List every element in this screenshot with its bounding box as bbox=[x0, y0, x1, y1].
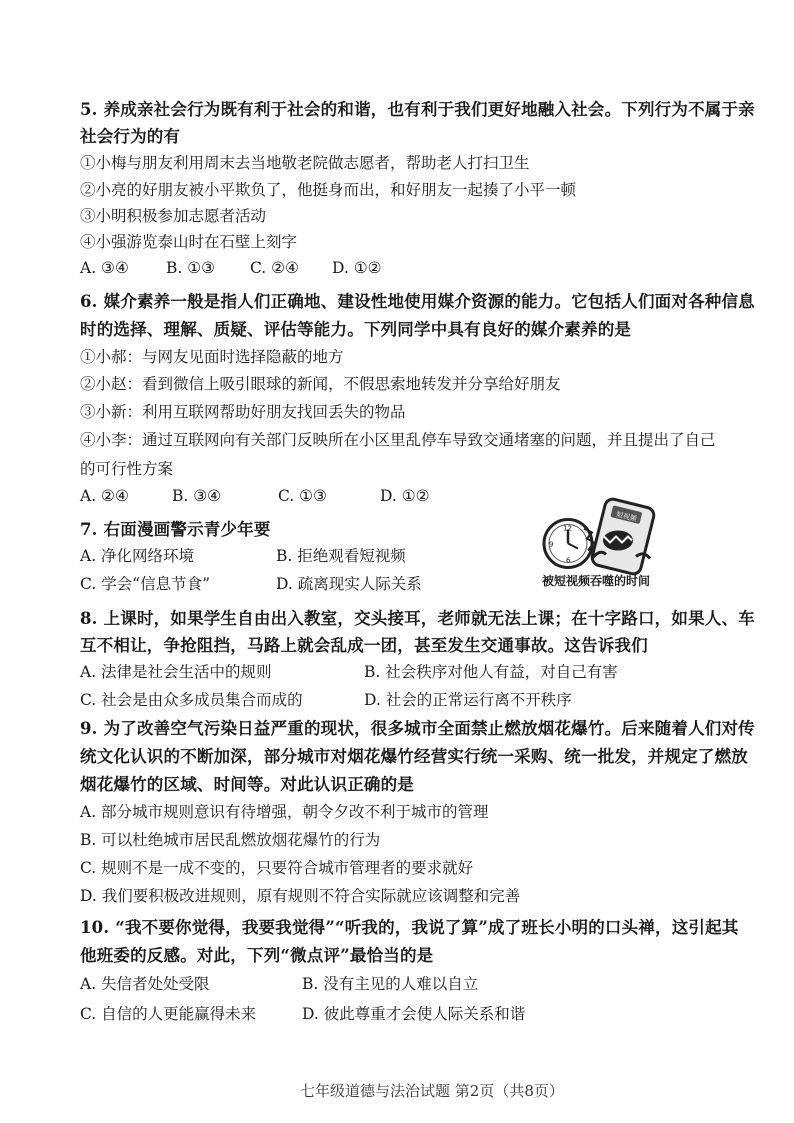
q5-item-4: ④小强游览泰山时在石壁上刻字 bbox=[80, 233, 298, 251]
q5-item-3: ③小明积极参加志愿者活动 bbox=[80, 207, 267, 225]
q9-stem-line-3: 烟花爆竹的区域、时间等。对此认识正确的是 bbox=[80, 775, 414, 794]
q5-item-2: ②小亮的好朋友被小平欺负了，他挺身而出，和好朋友一起揍了小平一顿 bbox=[80, 181, 577, 199]
q5-item-1: ①小梅与朋友利用周末去当地敬老院做志愿者，帮助老人打扫卫生 bbox=[80, 154, 530, 172]
q5-stem-line-1: 5. 养成亲社会行为既有利于社会的和谐，也有利于我们更好地融入社会。下列行为不属于亲 bbox=[80, 100, 755, 119]
q7-option-b[interactable]: B. 拒绝观看短视频 bbox=[276, 547, 406, 565]
q5-option-a[interactable]: A. ③④ bbox=[80, 259, 129, 277]
clock-icon bbox=[544, 520, 594, 568]
cartoon-caption: 被短视频吞噬的时间 bbox=[542, 574, 651, 588]
q6-option-c[interactable]: C. ①③ bbox=[278, 487, 327, 505]
q6-stem-line-2: 时的选择、理解、质疑、评估等能力。下列同学中具有良好的媒介素养的是 bbox=[80, 320, 632, 339]
svg-text:9: 9 bbox=[549, 540, 554, 549]
q10-option-b[interactable]: B. 没有主见的人难以自立 bbox=[302, 975, 479, 993]
q6-option-a[interactable]: A. ②④ bbox=[80, 487, 129, 505]
q6-stem-line-1: 6. 媒介素养一般是指人们正确地、建设性地使用媒介资源的能力。它包括人们面对各种信息 bbox=[80, 292, 755, 311]
q7-stem: 7. 右面漫画警示青少年要 bbox=[80, 520, 271, 539]
q9-stem-line-2: 统文化认识的不断加深，部分城市对烟花爆竹经营实行统一采购、统一批发，并规定了燃放 bbox=[80, 747, 748, 766]
q10-option-a[interactable]: A. 失信者处处受限 bbox=[80, 975, 210, 993]
q5-option-b[interactable]: B. ①③ bbox=[166, 259, 216, 277]
q6-item-1: ①小郝：与网友见面时选择隐蔽的地方 bbox=[80, 348, 344, 366]
svg-text:短视频: 短视频 bbox=[615, 510, 638, 524]
phone-monster-icon bbox=[591, 497, 656, 575]
svg-text:6: 6 bbox=[566, 556, 571, 565]
q6-item-4-cont: 的可行性方案 bbox=[80, 460, 174, 478]
q8-option-c[interactable]: C. 社会是由众多成员集合而成的 bbox=[80, 691, 303, 709]
q9-option-c[interactable]: C. 规则不是一成不变的，只要符合城市管理者的要求就好 bbox=[80, 859, 474, 877]
q9-option-d[interactable]: D. 我们要积极改进规则，原有规则不符合实际就应该调整和完善 bbox=[80, 887, 521, 905]
q7-option-d[interactable]: D. 疏离现实人际关系 bbox=[276, 575, 422, 593]
q10-option-c[interactable]: C. 自信的人更能赢得未来 bbox=[80, 1005, 257, 1023]
q8-option-b[interactable]: B. 社会秩序对他人有益，对自己有害 bbox=[364, 663, 618, 681]
q6-option-b[interactable]: B. ③④ bbox=[172, 487, 222, 505]
q5-option-c[interactable]: C. ②④ bbox=[250, 259, 299, 277]
svg-text:12: 12 bbox=[563, 524, 572, 533]
q6-option-d[interactable]: D. ①② bbox=[380, 487, 430, 505]
q10-stem-line-2: 他班委的反感。对此，下列“微点评”最恰当的是 bbox=[80, 946, 434, 965]
q5-option-d[interactable]: D. ①② bbox=[332, 259, 382, 277]
q6-item-2: ②小赵：看到微信上吸引眼球的新闻，不假思索地转发并分享给好朋友 bbox=[80, 375, 561, 393]
q8-stem-line-2: 互不相让，争抢阻挡，马路上就会乱成一团，甚至发生交通事故。这告诉我们 bbox=[80, 636, 648, 655]
q9-option-a[interactable]: A. 部分城市规则意识有待增强，朝令夕改不利于城市的管理 bbox=[80, 803, 489, 821]
q6-item-4: ④小李：通过互联网向有关部门反映所在小区里乱停车导致交通堵塞的问题，并且提出了自己 bbox=[80, 431, 716, 449]
q9-stem-line-1: 9. 为了改善空气污染日益严重的现状，很多城市全面禁止燃放烟花爆竹。后来随着人们对传 bbox=[80, 719, 755, 738]
q10-stem-line-1: 10. “我不要你觉得，我要我觉得”“听我的，我说了算”成了班长小明的口头禅，这引起其 bbox=[80, 918, 739, 937]
q6-item-3: ③小新：利用互联网帮助好朋友找回丢失的物品 bbox=[80, 403, 406, 421]
q8-stem-line-1: 8. 上课时，如果学生自由出入教室，交头接耳，老师就无法上课；在十字路口，如果人、车 bbox=[80, 609, 755, 628]
q9-option-b[interactable]: B. 可以杜绝城市居民乱燃放烟花爆竹的行为 bbox=[80, 831, 381, 849]
q5-stem-line-2: 社会行为的有 bbox=[80, 127, 181, 146]
q10-option-d[interactable]: D. 彼此尊重才会使人际关系和谐 bbox=[302, 1005, 526, 1023]
q8-option-a[interactable]: A. 法律是社会生活中的规则 bbox=[80, 663, 272, 681]
q8-option-d[interactable]: D. 社会的正常运行离不开秩序 bbox=[364, 691, 572, 709]
page-footer: 七年级道德与法治试题 第2页（共8页） bbox=[300, 1082, 564, 1100]
q7-option-c[interactable]: C. 学会“信息节食” bbox=[80, 575, 211, 593]
q7-option-a[interactable]: A. 净化网络环境 bbox=[80, 547, 195, 565]
